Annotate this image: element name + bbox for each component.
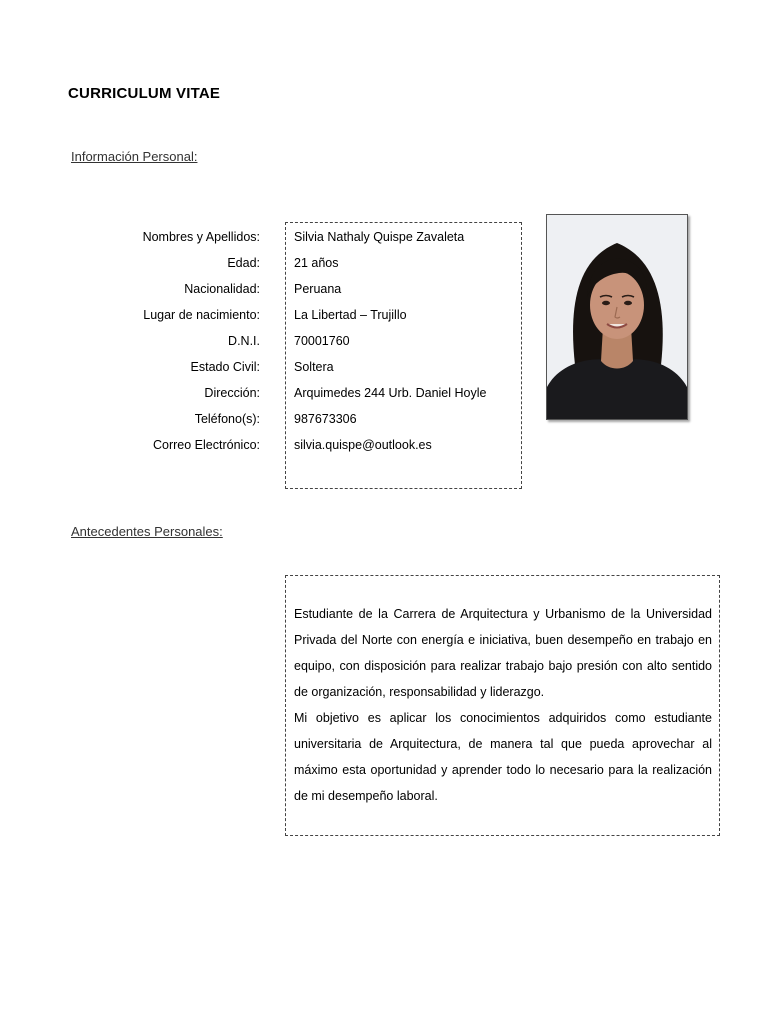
value-name: Silvia Nathaly Quispe Zavaleta — [294, 230, 465, 244]
antecedentes-paragraph-1: Estudiante de la Carrera de Arquitectura y Urbanismo de la Universidad Privada del Norte con energía e iniciativa, buen desempeño en trabajo en equipo, con disposición para realizar trabajo bajo presión con alto sentido de organización, responsabilidad y liderazgo. — [294, 607, 712, 699]
label-dni: D.N.I. — [228, 334, 260, 348]
value-civil-status: Soltera — [294, 360, 334, 374]
label-phone: Teléfono(s): — [194, 412, 260, 426]
value-age: 21 años — [294, 256, 339, 270]
section-heading-antecedentes: Antecedentes Personales: — [71, 524, 223, 539]
portrait-illustration — [547, 215, 687, 419]
label-nationality: Nacionalidad: — [184, 282, 260, 296]
value-nationality: Peruana — [294, 282, 342, 296]
value-phone: 987673306 — [294, 412, 357, 426]
section-heading-personal-info: Información Personal: — [71, 149, 198, 164]
profile-photo — [546, 214, 688, 420]
value-email: silvia.quispe@outlook.es — [294, 438, 432, 452]
antecedentes-text — [294, 601, 712, 809]
label-age: Edad: — [227, 256, 260, 270]
value-birthplace: La Libertad – Trujillo — [294, 308, 407, 322]
document-title: CURRICULUM VITAE — [68, 85, 221, 102]
label-birthplace: Lugar de nacimiento: — [143, 308, 260, 322]
label-address: Dirección: — [204, 386, 260, 400]
antecedentes-paragraph-2: Mi objetivo es aplicar los conocimientos adquiridos como estudiante universitaria de Arquitectura, de manera tal que pueda aprovechar al máximo esta oportunidad y aprender todo lo necesario para la realización de mi desempeño laboral. — [294, 711, 712, 803]
personal-info-labels — [100, 226, 260, 460]
personal-info-values — [294, 226, 519, 460]
label-civil-status: Estado Civil: — [190, 360, 260, 374]
label-email: Correo Electrónico: — [153, 438, 260, 452]
value-address: Arquimedes 244 Urb. Daniel Hoyle — [294, 386, 487, 400]
label-name: Nombres y Apellidos: — [142, 230, 260, 244]
value-dni: 70001760 — [294, 334, 350, 348]
